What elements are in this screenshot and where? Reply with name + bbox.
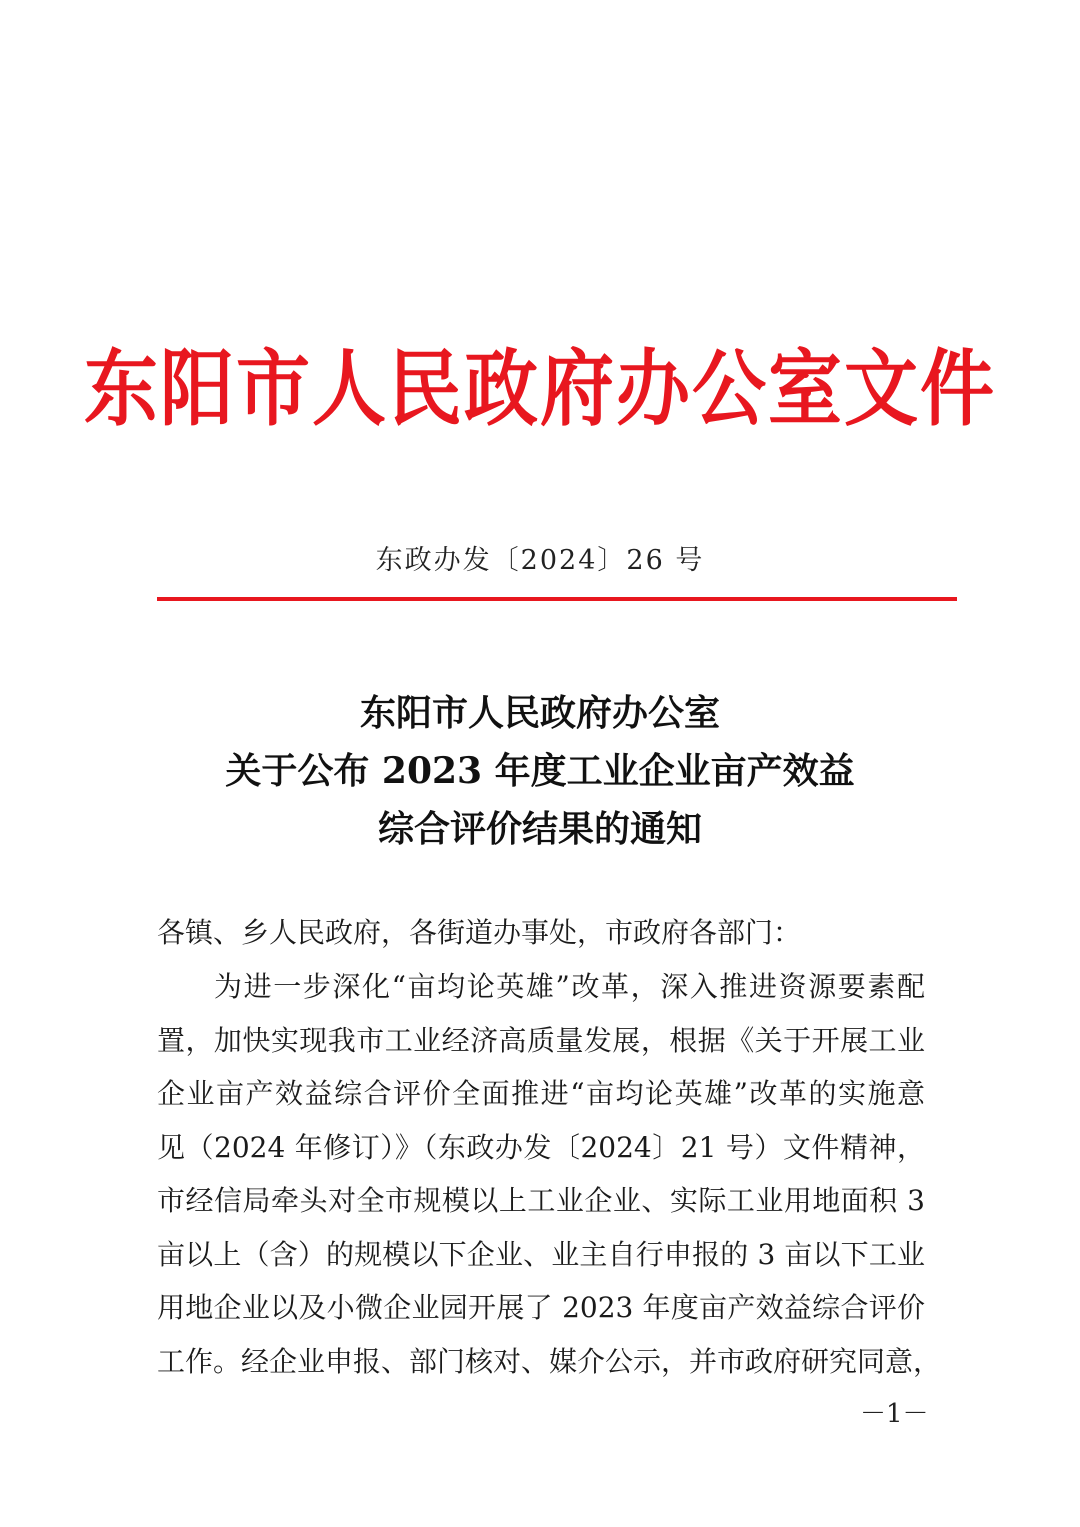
body-line: 亩以上（含）的规模以下企业、业主自行申报的 3 亩以下工业 xyxy=(157,1237,925,1271)
page-number: －1－ xyxy=(860,1399,929,1429)
title-line-3: 综合评价结果的通知 xyxy=(377,808,702,850)
document-title xyxy=(0,684,1080,858)
salutation: 各镇、乡人民政府，各街道办事处，市政府各部门： xyxy=(157,916,802,949)
body-line: 为进一步深化“亩均论英雄”改革，深入推进资源要素配 xyxy=(214,970,925,1003)
body-line: 见（2024 年修订）》（东政办发〔2024〕21 号）文件精神， xyxy=(157,1130,925,1164)
body-line: 市经信局牵头对全市规模以上工业企业、实际工业用地面积 3 xyxy=(157,1184,925,1217)
title-line-2: 关于公布 2023 年度工业企业亩产效益 xyxy=(225,750,855,792)
body-line: 工作。经企业申报、部门核对、媒介公示，并市政府研究同意， xyxy=(157,1344,942,1378)
red-masthead-title: 东阳市人民政府办公室文件 xyxy=(84,341,996,438)
red-separator-line xyxy=(157,597,957,601)
body-paragraph xyxy=(157,960,942,1388)
title-line-1: 东阳市人民政府办公室 xyxy=(359,692,720,734)
body-line: 置，加快实现我市工业经济高质量发展，根据《关于开展工业 xyxy=(157,1023,925,1057)
body-line: 用地企业以及小微企业园开展了 2023 年度亩产效益综合评价 xyxy=(157,1291,925,1324)
document-number: 东政办发〔2024〕26 号 xyxy=(375,545,705,576)
body-line: 企业亩产效益综合评价全面推进“亩均论英雄”改革的实施意 xyxy=(157,1077,925,1110)
